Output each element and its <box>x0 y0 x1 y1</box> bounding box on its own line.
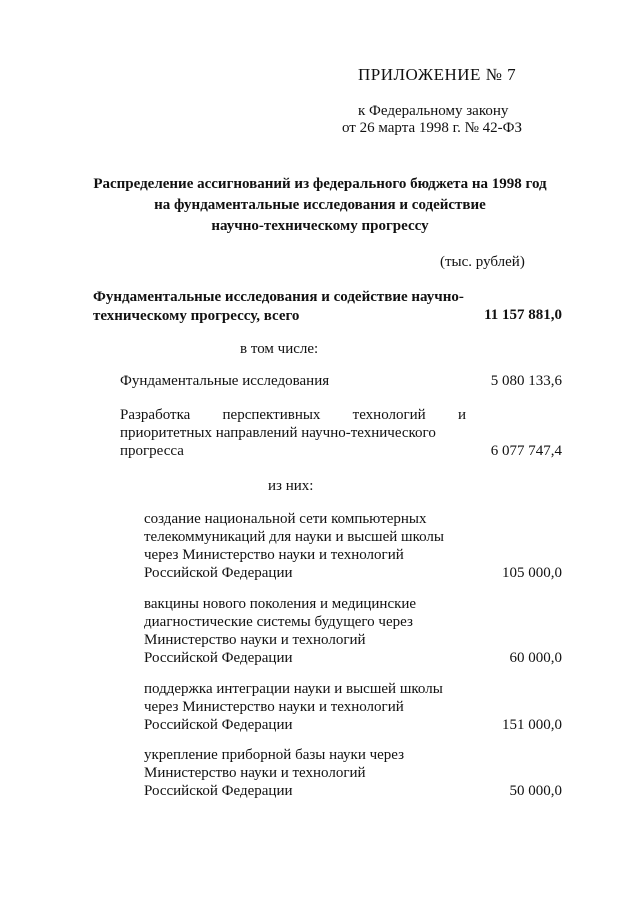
item-label-line: Министерство науки и технологий <box>144 765 366 781</box>
total-value: 11 157 881,0 <box>484 307 562 323</box>
row-label-word: перспективных <box>222 407 321 423</box>
total-label-line: Фундаментальные исследования и содействие научно- <box>93 289 464 305</box>
item-value: 50 000,0 <box>509 783 562 799</box>
row-label: Фундаментальные исследования <box>120 373 330 389</box>
document-title <box>60 174 580 237</box>
document-title-line: на фундаментальные исследования и содействие <box>154 197 486 213</box>
item-label-line: Российской Федерации <box>144 717 293 733</box>
row-label-word: и <box>457 407 466 423</box>
item-value: 151 000,0 <box>502 717 562 733</box>
law-reference-line-1: к Федеральному закону <box>358 103 509 119</box>
item-label-line: диагностические системы будущего через <box>144 614 413 630</box>
item-label-line: создание национальной сети компьютерных <box>144 511 427 527</box>
item-value: 105 000,0 <box>502 565 562 581</box>
including-label: в том числе: <box>240 341 319 357</box>
item-label <box>144 746 464 800</box>
item-label-line: через Министерство науки и технологий <box>144 699 404 715</box>
total-label <box>93 288 463 326</box>
item-label-line: Российской Федерации <box>144 783 293 799</box>
row-label-line-justified <box>120 406 466 424</box>
row-label-word: технологий <box>352 407 426 423</box>
item-label-line: Российской Федерации <box>144 565 293 581</box>
total-label-line: техническому прогрессу, всего <box>93 308 300 324</box>
unit-label: (тыс. рублей) <box>440 254 525 270</box>
item-label-line: вакцины нового поколения и медицинские <box>144 596 417 612</box>
item-value: 60 000,0 <box>509 650 562 666</box>
document-title-line: Распределение ассигнований из федерального бюджета на 1998 год <box>93 176 547 192</box>
of-them-label: из них: <box>268 478 314 494</box>
item-label-line: поддержка интеграции науки и высшей школы <box>144 681 443 697</box>
row-value: 6 077 747,4 <box>490 443 562 459</box>
item-label-line: через Министерство науки и технологий <box>144 547 404 563</box>
appendix-title: ПРИЛОЖЕНИЕ № 7 <box>358 65 517 84</box>
item-label <box>144 680 464 734</box>
document-title-line: научно-техническому прогрессу <box>211 218 429 234</box>
row-label <box>120 406 466 460</box>
item-label-line: телекоммуникаций для науки и высшей школы <box>144 529 444 545</box>
row-label-word: Разработка <box>120 407 191 423</box>
row-label-line: приоритетных направлений научно-технического <box>120 425 436 441</box>
item-label <box>144 595 464 667</box>
row-label-line: прогресса <box>120 443 184 459</box>
item-label <box>144 510 464 582</box>
item-label-line: Министерство науки и технологий <box>144 632 366 648</box>
item-label-line: Российской Федерации <box>144 650 293 666</box>
row-value: 5 080 133,6 <box>490 373 562 389</box>
item-label-line: укрепление приборной базы науки через <box>144 747 405 763</box>
law-reference-line-2: от 26 марта 1998 г. № 42-ФЗ <box>342 120 522 136</box>
